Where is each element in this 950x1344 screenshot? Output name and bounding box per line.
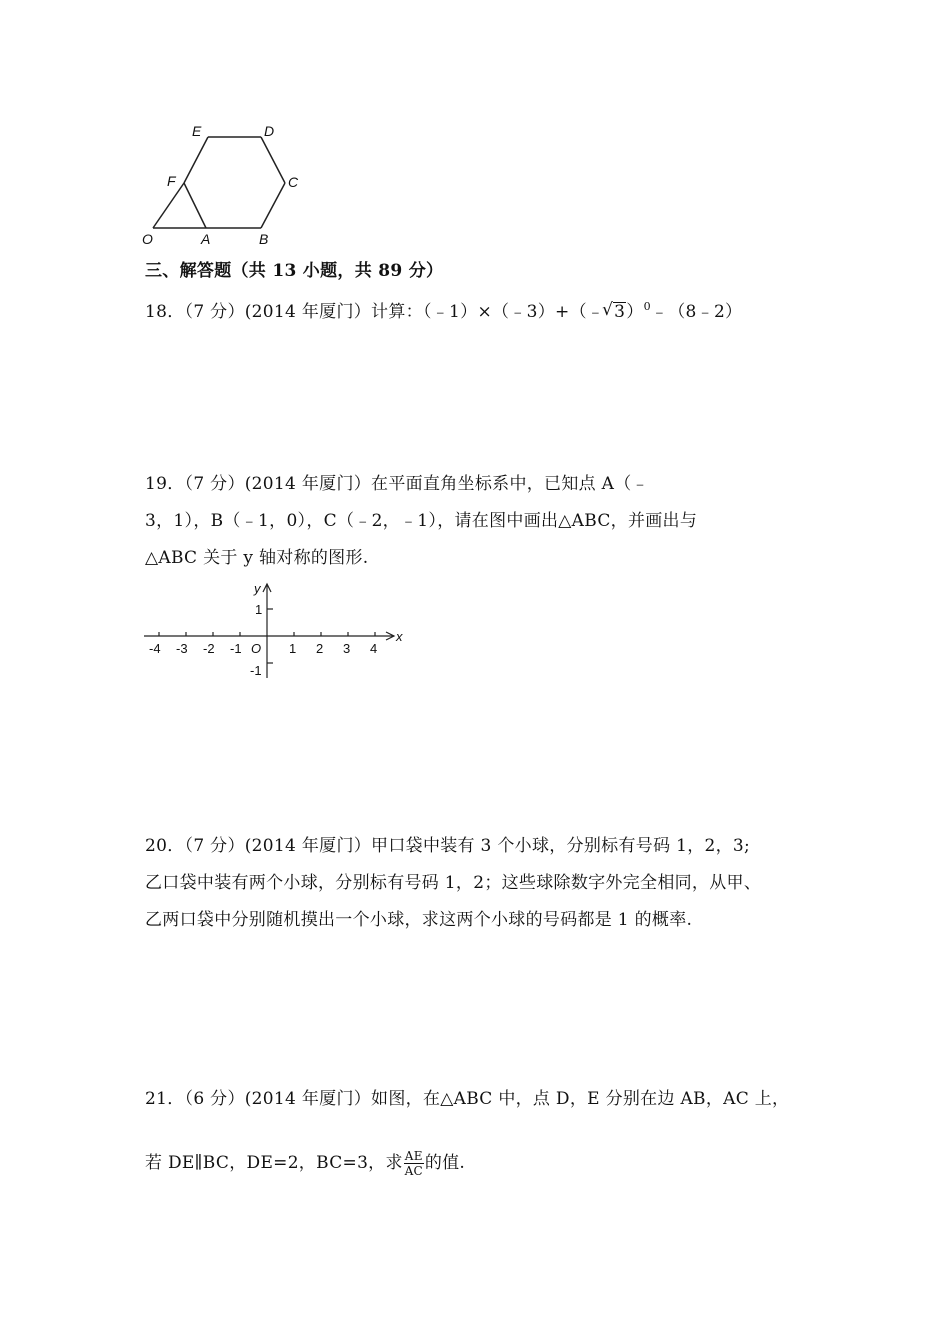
question-18	[145, 295, 742, 324]
fraction-ae-over-ac	[404, 1150, 424, 1177]
label-B: B	[259, 231, 269, 247]
q21-prefix: 若 DE∥BC，DE=2，BC=3，求	[145, 1153, 403, 1173]
q21-line-2	[145, 1150, 465, 1177]
label-E: E	[192, 123, 202, 139]
q20-line-3: 乙两口袋中分别随机摸出一个小球，求这两个小球的号码都是 1 的概率.	[145, 910, 693, 930]
coordinate-axes	[140, 578, 410, 683]
y-tick-label: -1	[250, 663, 262, 678]
edge-FA	[184, 183, 206, 228]
edge-DC	[261, 137, 285, 183]
section-title: 三、解答题（共 13 小题，共 89 分）	[145, 261, 444, 281]
label-A: A	[201, 231, 211, 247]
edge-OF	[153, 183, 184, 228]
label-C: C	[288, 174, 299, 190]
x-axis-label: x	[396, 629, 403, 644]
q21-line-1: 21．（6 分）(2014 年厦门）如图，在△ABC 中，点 D，E 分别在边 AB，AC 上，	[145, 1089, 790, 1109]
y-tick-label: 1	[255, 602, 263, 617]
edge-CB	[261, 183, 285, 228]
q18-prefix: 18．（7 分）(2014 年厦门）计算：（﹣1）×（﹣3）+（﹣	[145, 302, 605, 322]
label-O: O	[142, 231, 153, 247]
q18-suffix: ﹣（8﹣2）	[650, 302, 743, 322]
q19-line-3: △ABC 关于 y 轴对称的图形.	[145, 548, 369, 568]
q19-line-2: 3，1），B（﹣1，0），C（﹣2，﹣1），请在图中画出△ABC，并画出与	[145, 511, 698, 531]
q19-line-1: 19．（7 分）(2014 年厦门）在平面直角坐标系中，已知点 A（﹣	[145, 474, 649, 494]
y-axis-label: y	[254, 581, 261, 596]
x-tick-label: -3	[176, 641, 188, 656]
sqrt-radicand: 3	[614, 302, 626, 322]
fraction-numerator: AE	[404, 1149, 423, 1163]
x-tick-label: -2	[203, 641, 215, 656]
origin-label: O	[251, 641, 262, 656]
edge-FE	[184, 137, 208, 183]
hexagon-figure	[135, 120, 315, 250]
q20-line-1: 20．（7 分）(2014 年厦门）甲口袋中装有 3 个小球，分别标有号码 1，2，3;	[145, 836, 751, 856]
q18-exponent: 0	[643, 300, 651, 313]
q18-close: ）	[626, 302, 644, 322]
label-F: F	[167, 173, 176, 189]
q20-line-2: 乙口袋中装有两个小球，分别标有号码 1，2；这些球除数字外完全相同，从甲、	[145, 873, 762, 893]
x-tick-label: 1	[289, 641, 297, 656]
q21-suffix: 的值.	[424, 1153, 466, 1173]
label-D: D	[264, 123, 275, 139]
x-tick-label: 4	[370, 641, 378, 656]
x-tick-label: -1	[230, 641, 242, 656]
x-tick-label: 3	[343, 641, 351, 656]
sqrt-symbol	[604, 300, 626, 324]
fraction-denominator: AC	[404, 1164, 424, 1178]
x-tick-label: -4	[149, 641, 161, 656]
x-tick-label: 2	[316, 641, 324, 656]
